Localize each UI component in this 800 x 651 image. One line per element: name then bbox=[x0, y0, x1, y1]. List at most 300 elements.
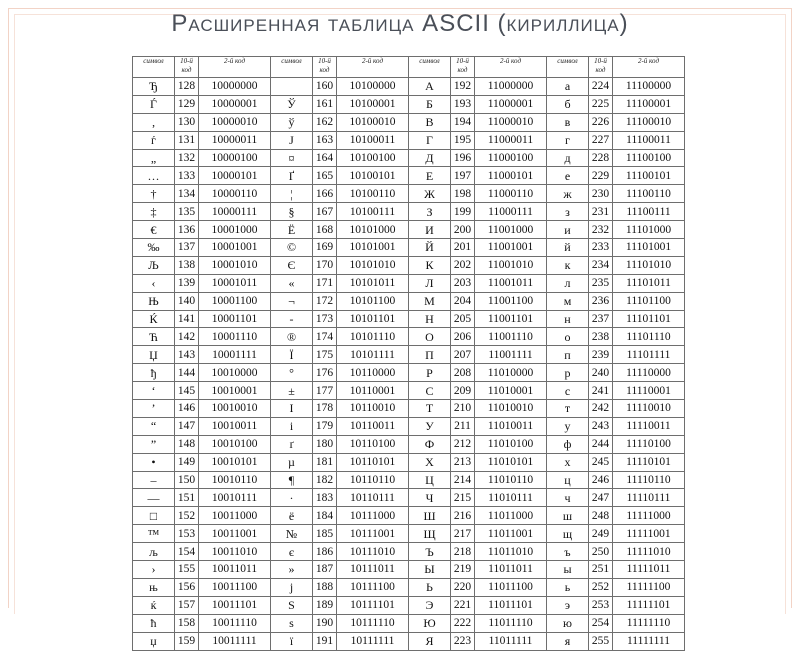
decimal-code-cell: 134 bbox=[175, 185, 199, 203]
binary-code-cell: 10110001 bbox=[337, 382, 409, 400]
symbol-cell: ђ bbox=[133, 364, 175, 382]
binary-code-cell: 11001010 bbox=[475, 256, 547, 274]
decimal-code-cell: 163 bbox=[313, 131, 337, 149]
binary-code-cell: 10001011 bbox=[199, 274, 271, 292]
symbol-cell: ы bbox=[547, 561, 589, 579]
table-row bbox=[133, 328, 685, 346]
decimal-code-cell: 253 bbox=[589, 596, 613, 614]
binary-code-cell: 11011110 bbox=[475, 614, 547, 632]
binary-code-cell: 11000110 bbox=[475, 185, 547, 203]
binary-code-cell: 10011001 bbox=[199, 525, 271, 543]
header-decimal bbox=[313, 57, 337, 78]
binary-code-cell: 11111111 bbox=[613, 632, 685, 650]
table-row bbox=[133, 632, 685, 650]
binary-code-cell: 10110110 bbox=[337, 471, 409, 489]
symbol-cell: Ц bbox=[409, 471, 451, 489]
decimal-code-cell: 198 bbox=[451, 185, 475, 203]
binary-code-cell: 11110111 bbox=[613, 489, 685, 507]
decimal-code-cell: 221 bbox=[451, 596, 475, 614]
binary-code-cell: 11100011 bbox=[613, 131, 685, 149]
decimal-code-cell: 194 bbox=[451, 113, 475, 131]
decimal-code-cell: 199 bbox=[451, 203, 475, 221]
decimal-code-cell: 171 bbox=[313, 274, 337, 292]
symbol-cell: † bbox=[133, 185, 175, 203]
binary-code-cell: 11100000 bbox=[613, 78, 685, 96]
table-row bbox=[133, 561, 685, 579]
binary-code-cell: 11010001 bbox=[475, 382, 547, 400]
decimal-code-cell: 191 bbox=[313, 632, 337, 650]
symbol-cell: Ь bbox=[409, 578, 451, 596]
symbol-cell: ” bbox=[133, 435, 175, 453]
decimal-code-cell: 131 bbox=[175, 131, 199, 149]
header-binary: 2-й код bbox=[337, 57, 409, 78]
decimal-code-cell: 175 bbox=[313, 346, 337, 364]
symbol-cell: љ bbox=[133, 543, 175, 561]
decimal-code-cell: 205 bbox=[451, 310, 475, 328]
symbol-cell: ® bbox=[271, 328, 313, 346]
symbol-cell: » bbox=[271, 561, 313, 579]
binary-code-cell: 11110011 bbox=[613, 417, 685, 435]
symbol-cell: а bbox=[547, 78, 589, 96]
symbol-cell: м bbox=[547, 292, 589, 310]
symbol-cell: Ч bbox=[409, 489, 451, 507]
binary-code-cell: 11010101 bbox=[475, 453, 547, 471]
binary-code-cell: 10100000 bbox=[337, 78, 409, 96]
symbol-cell: ч bbox=[547, 489, 589, 507]
symbol-cell: „ bbox=[133, 149, 175, 167]
table-row bbox=[133, 292, 685, 310]
decimal-code-cell: 141 bbox=[175, 310, 199, 328]
binary-code-cell: 10010000 bbox=[199, 364, 271, 382]
binary-code-cell: 11100100 bbox=[613, 149, 685, 167]
decimal-code-cell: 227 bbox=[589, 131, 613, 149]
symbol-cell: ™ bbox=[133, 525, 175, 543]
decimal-code-cell: 222 bbox=[451, 614, 475, 632]
symbol-cell: К bbox=[409, 256, 451, 274]
table-row bbox=[133, 453, 685, 471]
symbol-cell: Е bbox=[409, 167, 451, 185]
decimal-code-cell: 223 bbox=[451, 632, 475, 650]
symbol-cell: Я bbox=[409, 632, 451, 650]
table-row bbox=[133, 185, 685, 203]
decimal-code-cell: 241 bbox=[589, 382, 613, 400]
symbol-cell: г bbox=[547, 131, 589, 149]
table-row bbox=[133, 364, 685, 382]
decimal-code-cell: 139 bbox=[175, 274, 199, 292]
table-row bbox=[133, 435, 685, 453]
symbol-cell: ’ bbox=[133, 400, 175, 418]
binary-code-cell: 11111000 bbox=[613, 507, 685, 525]
table-row bbox=[133, 131, 685, 149]
header-binary: 2-й код bbox=[613, 57, 685, 78]
decimal-code-cell: 185 bbox=[313, 525, 337, 543]
binary-code-cell: 11111101 bbox=[613, 596, 685, 614]
decimal-code-cell: 180 bbox=[313, 435, 337, 453]
table-row bbox=[133, 239, 685, 257]
decimal-code-cell: 209 bbox=[451, 382, 475, 400]
table-row bbox=[133, 543, 685, 561]
table-row bbox=[133, 78, 685, 96]
symbol-cell: и bbox=[547, 221, 589, 239]
symbol-cell: Ї bbox=[271, 346, 313, 364]
decimal-code-cell: 178 bbox=[313, 400, 337, 418]
binary-code-cell: 11111110 bbox=[613, 614, 685, 632]
header-binary: 2-й код bbox=[199, 57, 271, 78]
symbol-cell: л bbox=[547, 274, 589, 292]
decimal-code-cell: 166 bbox=[313, 185, 337, 203]
decimal-code-cell: 240 bbox=[589, 364, 613, 382]
decimal-code-cell: 213 bbox=[451, 453, 475, 471]
binary-code-cell: 10101111 bbox=[337, 346, 409, 364]
decimal-code-cell: 192 bbox=[451, 78, 475, 96]
header-decimal bbox=[451, 57, 475, 78]
binary-code-cell: 10000110 bbox=[199, 185, 271, 203]
symbol-cell: њ bbox=[133, 578, 175, 596]
binary-code-cell: 10111010 bbox=[337, 543, 409, 561]
decimal-code-cell: 243 bbox=[589, 417, 613, 435]
decimal-code-cell: 193 bbox=[451, 95, 475, 113]
decimal-code-cell: 200 bbox=[451, 221, 475, 239]
symbol-cell bbox=[271, 78, 313, 96]
binary-code-cell: 10101110 bbox=[337, 328, 409, 346]
symbol-cell: С bbox=[409, 382, 451, 400]
symbol-cell: О bbox=[409, 328, 451, 346]
binary-code-cell: 10111100 bbox=[337, 578, 409, 596]
symbol-cell: µ bbox=[271, 453, 313, 471]
binary-code-cell: 10110111 bbox=[337, 489, 409, 507]
symbol-cell: й bbox=[547, 239, 589, 257]
decimal-code-cell: 203 bbox=[451, 274, 475, 292]
symbol-cell: › bbox=[133, 561, 175, 579]
binary-code-cell: 10100011 bbox=[337, 131, 409, 149]
decimal-code-cell: 177 bbox=[313, 382, 337, 400]
symbol-cell: у bbox=[547, 417, 589, 435]
binary-code-cell: 11011010 bbox=[475, 543, 547, 561]
decimal-code-cell: 202 bbox=[451, 256, 475, 274]
decimal-code-cell: 135 bbox=[175, 203, 199, 221]
symbol-cell: ‹ bbox=[133, 274, 175, 292]
binary-code-cell: 10111110 bbox=[337, 614, 409, 632]
symbol-cell: н bbox=[547, 310, 589, 328]
binary-code-cell: 10001100 bbox=[199, 292, 271, 310]
binary-code-cell: 11101101 bbox=[613, 310, 685, 328]
decimal-code-cell: 184 bbox=[313, 507, 337, 525]
symbol-cell: ш bbox=[547, 507, 589, 525]
decimal-code-cell: 157 bbox=[175, 596, 199, 614]
table-row bbox=[133, 149, 685, 167]
symbol-cell: Њ bbox=[133, 292, 175, 310]
symbol-cell: э bbox=[547, 596, 589, 614]
decimal-code-cell: 245 bbox=[589, 453, 613, 471]
binary-code-cell: 10110100 bbox=[337, 435, 409, 453]
binary-code-cell: 11000010 bbox=[475, 113, 547, 131]
symbol-cell: Ћ bbox=[133, 328, 175, 346]
binary-code-cell: 11100111 bbox=[613, 203, 685, 221]
decimal-code-cell: 148 bbox=[175, 435, 199, 453]
binary-code-cell: 11110010 bbox=[613, 400, 685, 418]
binary-code-cell: 10110101 bbox=[337, 453, 409, 471]
binary-code-cell: 10010100 bbox=[199, 435, 271, 453]
binary-code-cell: 10010101 bbox=[199, 453, 271, 471]
symbol-cell: і bbox=[271, 417, 313, 435]
binary-code-cell: 10011110 bbox=[199, 614, 271, 632]
binary-code-cell: 11101011 bbox=[613, 274, 685, 292]
binary-code-cell: 10000000 bbox=[199, 78, 271, 96]
table-row bbox=[133, 203, 685, 221]
decimal-code-cell: 252 bbox=[589, 578, 613, 596]
symbol-cell: ¬ bbox=[271, 292, 313, 310]
decimal-code-cell: 155 bbox=[175, 561, 199, 579]
table-row bbox=[133, 614, 685, 632]
binary-code-cell: 10101011 bbox=[337, 274, 409, 292]
symbol-cell: ж bbox=[547, 185, 589, 203]
binary-code-cell: 10101101 bbox=[337, 310, 409, 328]
binary-code-cell: 10110010 bbox=[337, 400, 409, 418]
decimal-code-cell: 147 bbox=[175, 417, 199, 435]
table-row bbox=[133, 507, 685, 525]
binary-code-cell: 10000111 bbox=[199, 203, 271, 221]
symbol-cell: щ bbox=[547, 525, 589, 543]
decimal-code-cell: 142 bbox=[175, 328, 199, 346]
binary-code-cell: 11110100 bbox=[613, 435, 685, 453]
decimal-code-cell: 133 bbox=[175, 167, 199, 185]
symbol-cell: ф bbox=[547, 435, 589, 453]
binary-code-cell: 11110101 bbox=[613, 453, 685, 471]
binary-code-cell: 11000000 bbox=[475, 78, 547, 96]
symbol-cell: Г bbox=[409, 131, 451, 149]
table-row bbox=[133, 346, 685, 364]
symbol-cell: І bbox=[271, 400, 313, 418]
symbol-cell: д bbox=[547, 149, 589, 167]
decimal-code-cell: 187 bbox=[313, 561, 337, 579]
decimal-code-cell: 188 bbox=[313, 578, 337, 596]
decimal-code-cell: 228 bbox=[589, 149, 613, 167]
symbol-cell: — bbox=[133, 489, 175, 507]
symbol-cell: Р bbox=[409, 364, 451, 382]
decimal-code-cell: 159 bbox=[175, 632, 199, 650]
symbol-cell: к bbox=[547, 256, 589, 274]
binary-code-cell: 10010001 bbox=[199, 382, 271, 400]
decimal-code-cell: 248 bbox=[589, 507, 613, 525]
symbol-cell: Д bbox=[409, 149, 451, 167]
decimal-code-cell: 217 bbox=[451, 525, 475, 543]
decimal-code-cell: 211 bbox=[451, 417, 475, 435]
binary-code-cell: 10110000 bbox=[337, 364, 409, 382]
header-decimal-label: 10-й код bbox=[180, 57, 193, 74]
decimal-code-cell: 136 bbox=[175, 221, 199, 239]
table-row bbox=[133, 95, 685, 113]
symbol-cell: Й bbox=[409, 239, 451, 257]
binary-code-cell: 11100001 bbox=[613, 95, 685, 113]
binary-code-cell: 10000011 bbox=[199, 131, 271, 149]
symbol-cell: ‡ bbox=[133, 203, 175, 221]
symbol-cell: ¶ bbox=[271, 471, 313, 489]
binary-code-cell: 11010110 bbox=[475, 471, 547, 489]
header-decimal bbox=[589, 57, 613, 78]
decimal-code-cell: 208 bbox=[451, 364, 475, 382]
symbol-cell: И bbox=[409, 221, 451, 239]
decimal-code-cell: 214 bbox=[451, 471, 475, 489]
symbol-cell: ћ bbox=[133, 614, 175, 632]
binary-code-cell: 11111100 bbox=[613, 578, 685, 596]
symbol-cell: … bbox=[133, 167, 175, 185]
binary-code-cell: 10001001 bbox=[199, 239, 271, 257]
decimal-code-cell: 232 bbox=[589, 221, 613, 239]
symbol-cell: ‘ bbox=[133, 382, 175, 400]
symbol-cell: З bbox=[409, 203, 451, 221]
decimal-code-cell: 130 bbox=[175, 113, 199, 131]
binary-code-cell: 10011100 bbox=[199, 578, 271, 596]
decimal-code-cell: 235 bbox=[589, 274, 613, 292]
binary-code-cell: 11001100 bbox=[475, 292, 547, 310]
decimal-code-cell: 218 bbox=[451, 543, 475, 561]
decimal-code-cell: 254 bbox=[589, 614, 613, 632]
binary-code-cell: 10000001 bbox=[199, 95, 271, 113]
symbol-cell: є bbox=[271, 543, 313, 561]
binary-code-cell: 11011000 bbox=[475, 507, 547, 525]
binary-code-cell: 10111101 bbox=[337, 596, 409, 614]
decimal-code-cell: 238 bbox=[589, 328, 613, 346]
binary-code-cell: 11010100 bbox=[475, 435, 547, 453]
header-row bbox=[133, 57, 685, 78]
symbol-cell: џ bbox=[133, 632, 175, 650]
decimal-code-cell: 143 bbox=[175, 346, 199, 364]
binary-code-cell: 11111001 bbox=[613, 525, 685, 543]
symbol-cell: ѓ bbox=[133, 131, 175, 149]
symbol-cell: Є bbox=[271, 256, 313, 274]
symbol-cell: о bbox=[547, 328, 589, 346]
table-row bbox=[133, 274, 685, 292]
binary-code-cell: 10110011 bbox=[337, 417, 409, 435]
binary-code-cell: 11001110 bbox=[475, 328, 547, 346]
binary-code-cell: 10010011 bbox=[199, 417, 271, 435]
symbol-cell: Ѕ bbox=[271, 596, 313, 614]
symbol-cell: № bbox=[271, 525, 313, 543]
symbol-cell: – bbox=[133, 471, 175, 489]
symbol-cell: Ы bbox=[409, 561, 451, 579]
table-row bbox=[133, 221, 685, 239]
symbol-cell: А bbox=[409, 78, 451, 96]
binary-code-cell: 11101110 bbox=[613, 328, 685, 346]
decimal-code-cell: 215 bbox=[451, 489, 475, 507]
symbol-cell: ъ bbox=[547, 543, 589, 561]
decimal-code-cell: 151 bbox=[175, 489, 199, 507]
decimal-code-cell: 219 bbox=[451, 561, 475, 579]
binary-code-cell: 10100101 bbox=[337, 167, 409, 185]
binary-code-cell: 10100100 bbox=[337, 149, 409, 167]
decimal-code-cell: 164 bbox=[313, 149, 337, 167]
decimal-code-cell: 179 bbox=[313, 417, 337, 435]
symbol-cell: ± bbox=[271, 382, 313, 400]
binary-code-cell: 10001010 bbox=[199, 256, 271, 274]
decimal-code-cell: 153 bbox=[175, 525, 199, 543]
symbol-cell: Х bbox=[409, 453, 451, 471]
binary-code-cell: 10100001 bbox=[337, 95, 409, 113]
symbol-cell: ¦ bbox=[271, 185, 313, 203]
binary-code-cell: 11110110 bbox=[613, 471, 685, 489]
symbol-cell: з bbox=[547, 203, 589, 221]
header-decimal-label: 10-й код bbox=[594, 57, 607, 74]
table-row bbox=[133, 489, 685, 507]
table-row bbox=[133, 382, 685, 400]
ascii-table bbox=[132, 56, 685, 651]
decimal-code-cell: 150 bbox=[175, 471, 199, 489]
symbol-cell: ю bbox=[547, 614, 589, 632]
header-symbol: символ bbox=[547, 57, 589, 78]
symbol-cell: Љ bbox=[133, 256, 175, 274]
decimal-code-cell: 137 bbox=[175, 239, 199, 257]
binary-code-cell: 11101100 bbox=[613, 292, 685, 310]
binary-code-cell: 11011100 bbox=[475, 578, 547, 596]
decimal-code-cell: 170 bbox=[313, 256, 337, 274]
symbol-cell: Џ bbox=[133, 346, 175, 364]
binary-code-cell: 10001000 bbox=[199, 221, 271, 239]
binary-code-cell: 11001111 bbox=[475, 346, 547, 364]
symbol-cell: Ш bbox=[409, 507, 451, 525]
binary-code-cell: 11011011 bbox=[475, 561, 547, 579]
decimal-code-cell: 138 bbox=[175, 256, 199, 274]
symbol-cell: ў bbox=[271, 113, 313, 131]
symbol-cell: § bbox=[271, 203, 313, 221]
decimal-code-cell: 160 bbox=[313, 78, 337, 96]
decimal-code-cell: 189 bbox=[313, 596, 337, 614]
decimal-code-cell: 204 bbox=[451, 292, 475, 310]
binary-code-cell: 11101111 bbox=[613, 346, 685, 364]
symbol-cell: ‚ bbox=[133, 113, 175, 131]
decimal-code-cell: 226 bbox=[589, 113, 613, 131]
decimal-code-cell: 234 bbox=[589, 256, 613, 274]
decimal-code-cell: 161 bbox=[313, 95, 337, 113]
binary-code-cell: 10101001 bbox=[337, 239, 409, 257]
symbol-cell: - bbox=[271, 310, 313, 328]
binary-code-cell: 10101100 bbox=[337, 292, 409, 310]
symbol-cell: Ъ bbox=[409, 543, 451, 561]
binary-code-cell: 11000001 bbox=[475, 95, 547, 113]
table-row bbox=[133, 400, 685, 418]
binary-code-cell: 11000101 bbox=[475, 167, 547, 185]
binary-code-cell: 11100110 bbox=[613, 185, 685, 203]
symbol-cell: п bbox=[547, 346, 589, 364]
symbol-cell: ¤ bbox=[271, 149, 313, 167]
symbol-cell: ќ bbox=[133, 596, 175, 614]
binary-code-cell: 11101001 bbox=[613, 239, 685, 257]
binary-code-cell: 10111111 bbox=[337, 632, 409, 650]
table-row bbox=[133, 167, 685, 185]
symbol-cell: Ф bbox=[409, 435, 451, 453]
decimal-code-cell: 216 bbox=[451, 507, 475, 525]
symbol-cell: Ю bbox=[409, 614, 451, 632]
decimal-code-cell: 201 bbox=[451, 239, 475, 257]
symbol-cell: Ђ bbox=[133, 78, 175, 96]
decimal-code-cell: 247 bbox=[589, 489, 613, 507]
header-decimal-label: 10-й код bbox=[318, 57, 331, 74]
symbol-cell: Б bbox=[409, 95, 451, 113]
decimal-code-cell: 233 bbox=[589, 239, 613, 257]
decimal-code-cell: 149 bbox=[175, 453, 199, 471]
symbol-cell: Щ bbox=[409, 525, 451, 543]
decimal-code-cell: 210 bbox=[451, 400, 475, 418]
header-decimal bbox=[175, 57, 199, 78]
binary-code-cell: 10000010 bbox=[199, 113, 271, 131]
symbol-cell: В bbox=[409, 113, 451, 131]
symbol-cell: ц bbox=[547, 471, 589, 489]
symbol-cell: е bbox=[547, 167, 589, 185]
decimal-code-cell: 144 bbox=[175, 364, 199, 382]
binary-code-cell: 10011000 bbox=[199, 507, 271, 525]
binary-code-cell: 11110000 bbox=[613, 364, 685, 382]
binary-code-cell: 10010010 bbox=[199, 400, 271, 418]
decimal-code-cell: 220 bbox=[451, 578, 475, 596]
